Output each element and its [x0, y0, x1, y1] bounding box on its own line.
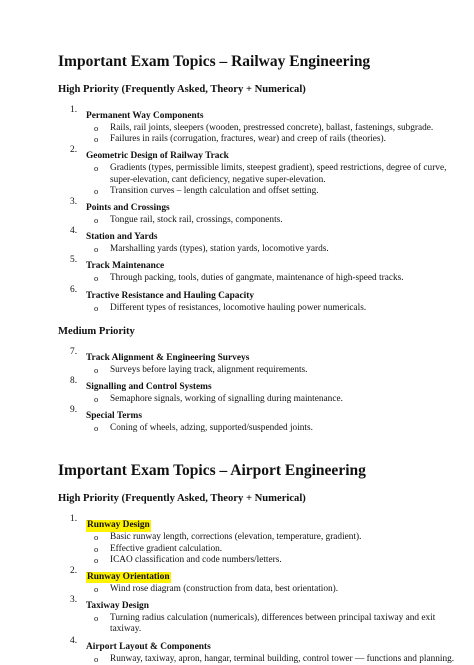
topic-number: 5. — [70, 255, 78, 266]
subtopic-item — [86, 134, 458, 145]
topic-item — [58, 595, 458, 635]
hollow-bullet-icon: o — [94, 532, 99, 543]
topic-item — [58, 255, 458, 284]
subtopic-text: Tongue rail, stock rail, crossings, components. — [110, 215, 283, 226]
topic-title: Special Terms — [86, 411, 142, 422]
subtopic-text: Failures in rails (corrugation, fractures, wear) and creep of rails (theories). — [110, 134, 386, 145]
subtopic-item — [86, 555, 458, 566]
subtopic-item — [86, 303, 458, 314]
topic-number: 1. — [70, 514, 78, 525]
topic-list — [58, 514, 458, 664]
spacer — [58, 506, 458, 514]
topic-item — [58, 197, 458, 226]
spacer — [58, 339, 458, 347]
subtopic-list — [86, 215, 458, 226]
subtopic-item — [86, 584, 458, 595]
section-title: Important Exam Topics – Airport Engineering — [58, 462, 366, 480]
subtopic-list — [86, 654, 458, 665]
topic-item — [58, 514, 458, 566]
topic-number: 8. — [70, 376, 78, 387]
subtopic-text: Basic runway length, corrections (elevation, temperature, gradient). — [110, 532, 362, 543]
subtopic-list — [86, 244, 458, 255]
subtopic-item — [86, 244, 458, 255]
topic-title-highlighted: Runway Orientation — [87, 572, 170, 583]
subtopic-list — [86, 163, 458, 197]
topic-item — [58, 636, 458, 665]
hollow-bullet-icon: o — [94, 554, 99, 565]
subtopic-item — [86, 273, 458, 284]
topic-title: Geometric Design of Railway Track — [86, 151, 229, 162]
priority-heading: Medium Priority — [58, 325, 135, 337]
hollow-bullet-icon: o — [94, 364, 99, 375]
hollow-bullet-icon: o — [94, 584, 99, 595]
topic-list — [58, 347, 458, 435]
hollow-bullet-icon: o — [94, 163, 99, 174]
subtopic-list — [86, 584, 458, 595]
section-spacer — [58, 434, 458, 461]
hollow-bullet-icon: o — [94, 215, 99, 226]
hollow-bullet-icon: o — [94, 302, 99, 313]
hollow-bullet-icon: o — [94, 653, 99, 664]
subtopic-list — [86, 532, 458, 566]
topic-number: 2. — [70, 566, 78, 577]
hollow-bullet-icon: o — [94, 185, 99, 196]
subtopic-item — [86, 163, 458, 185]
topic-item — [58, 105, 458, 145]
subtopic-item — [86, 186, 458, 197]
topic-number: 1. — [70, 105, 78, 115]
subtopic-text: Different types of resistances, locomotive hauling power numericals. — [110, 302, 367, 313]
subtopic-list — [86, 273, 458, 284]
topic-title: Points and Crossings — [86, 203, 170, 214]
topic-title: Tractive Resistance and Hauling Capacity — [86, 290, 255, 301]
topic-number: 3. — [70, 595, 78, 606]
subtopic-text: Coning of wheels, adzing, supported/suspended joints. — [110, 423, 313, 434]
topic-number: 4. — [70, 226, 78, 237]
topic-item — [58, 145, 458, 197]
topic-number: 6. — [70, 284, 78, 295]
hollow-bullet-icon: o — [94, 394, 99, 405]
subtopic-list — [86, 423, 458, 434]
topic-title: Track Maintenance — [86, 261, 165, 272]
hollow-bullet-icon: o — [94, 134, 99, 145]
topic-title: Permanent Way Components — [86, 111, 204, 121]
subtopic-item — [86, 123, 458, 134]
topic-number: 9. — [70, 405, 78, 416]
subtopic-text: Through packing, tools, duties of gangmate, maintenance of high-speed tracks. — [110, 273, 404, 284]
topic-item — [58, 376, 458, 405]
topic-title: Airport Layout & Components — [86, 641, 211, 652]
subtopic-text: Turning radius calculation (numericals), differences between principal taxiway and exit taxiway. — [110, 613, 436, 635]
topic-title: Track Alignment & Engineering Surveys — [86, 352, 250, 363]
hollow-bullet-icon: o — [94, 273, 99, 284]
subtopic-list — [86, 365, 458, 376]
subtopic-list — [86, 123, 458, 145]
topic-item — [58, 405, 458, 434]
subtopic-list — [86, 303, 458, 314]
document-body — [58, 52, 458, 665]
subtopic-item — [86, 394, 458, 405]
subtopic-item — [86, 532, 458, 543]
subtopic-text: ICAO classification and code numbers/letters. — [110, 554, 282, 565]
subtopic-item — [86, 654, 458, 665]
spacer — [58, 72, 458, 83]
subtopic-text: Runway, taxiway, apron, hangar, terminal building, control tower — functions and planning. — [110, 653, 455, 664]
subtopic-list — [86, 394, 458, 405]
subtopic-text: Effective gradient calculation. — [110, 543, 223, 554]
topic-number: 3. — [70, 197, 78, 208]
subtopic-text: Transition curves – length calculation and offset setting. — [110, 185, 319, 196]
spacer — [58, 314, 458, 325]
topic-item — [58, 285, 458, 314]
subtopic-text: Surveys before laying track, alignment requirements. — [110, 364, 308, 375]
section-title: Important Exam Topics – Railway Engineering — [58, 53, 371, 70]
subtopic-item — [86, 215, 458, 226]
hollow-bullet-icon: o — [94, 423, 99, 434]
topic-title: Station and Yards — [86, 232, 158, 243]
hollow-bullet-icon: o — [94, 613, 99, 624]
subtopic-list — [86, 613, 458, 635]
topic-title-highlighted: Runway Design — [87, 520, 150, 531]
priority-heading: High Priority (Frequently Asked, Theory + Numerical) — [58, 84, 306, 95]
subtopic-item — [86, 613, 458, 635]
subtopic-text: Semaphore signals, working of signalling during maintenance. — [110, 394, 343, 405]
topic-item — [58, 347, 458, 376]
subtopic-text: Gradients (types, permissible limits, steepest gradient), speed restrictions, degree of curve, super-elevation, cant deficiency, negative super-elevation. — [110, 163, 447, 185]
spacer — [58, 481, 458, 492]
spacer — [58, 97, 458, 105]
hollow-bullet-icon: o — [94, 123, 99, 133]
topic-list — [58, 105, 458, 314]
topic-number: 2. — [70, 145, 78, 156]
subtopic-text: Rails, rail joints, sleepers (wooden, prestressed concrete), ballast, fastenings, subgrade. — [110, 123, 434, 133]
subtopic-item — [86, 365, 458, 376]
topic-item — [58, 226, 458, 255]
hollow-bullet-icon: o — [94, 244, 99, 255]
topic-item — [58, 566, 458, 595]
subtopic-text: Wind rose diagram (construction from data, best orientation). — [110, 584, 339, 595]
subtopic-item — [86, 544, 458, 555]
topic-number: 4. — [70, 635, 78, 646]
topic-title: Taxiway Design — [86, 601, 149, 612]
topic-number: 7. — [70, 346, 78, 357]
subtopic-text: Marshalling yards (types), station yards, locomotive yards. — [110, 244, 329, 255]
hollow-bullet-icon: o — [94, 543, 99, 554]
topic-title: Signalling and Control Systems — [86, 382, 212, 393]
subtopic-item — [86, 423, 458, 434]
priority-heading: High Priority (Frequently Asked, Theory + Numerical) — [58, 493, 306, 505]
